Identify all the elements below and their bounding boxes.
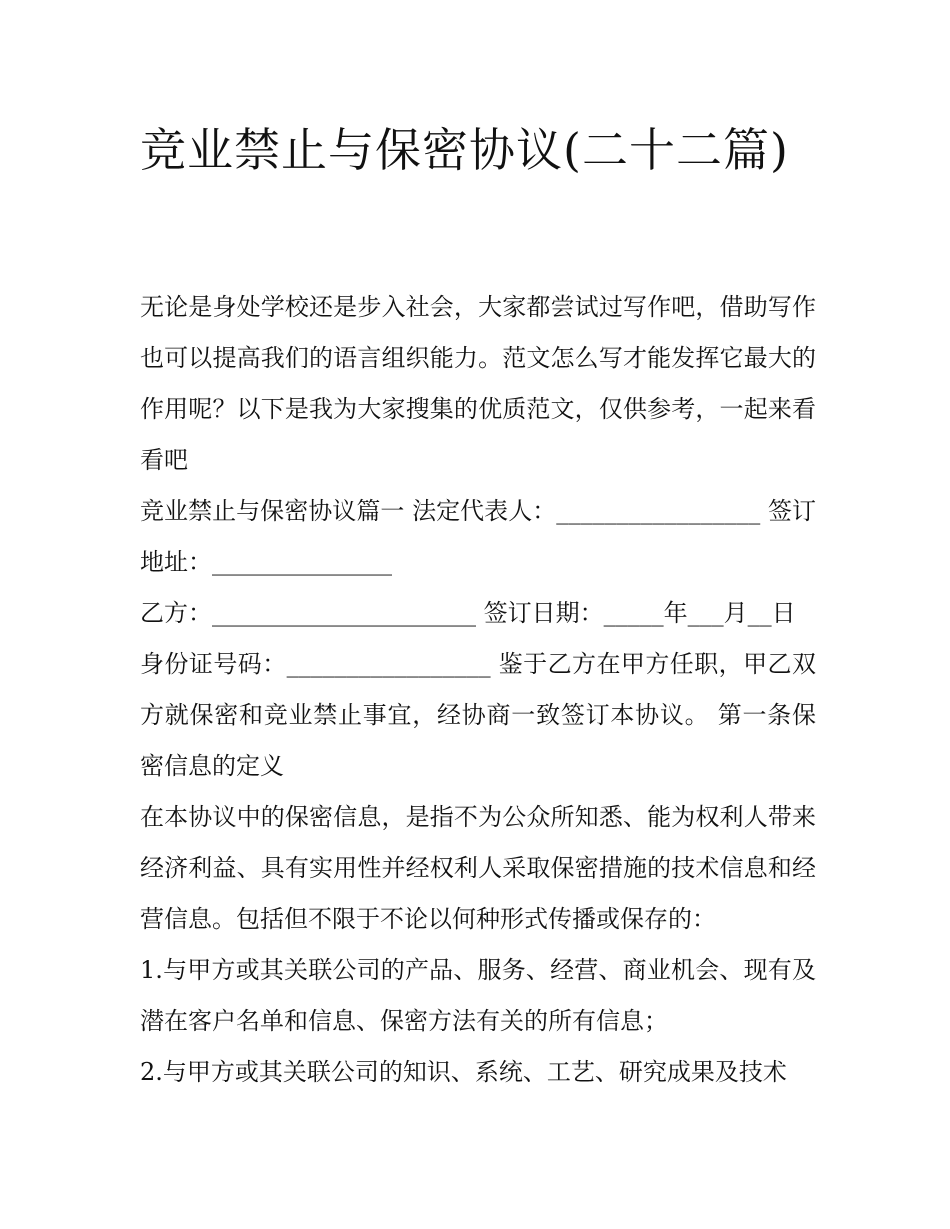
paragraph-party-b-date: 乙方：______________________ 签订日期：_____年___月__日 [140, 599, 796, 627]
paragraph-id-number: 身份证号码：_________________ 鉴于乙方在甲方任职，甲乙双方就保密和竞业禁止事宜，经协商一致签订本协议。 第一条保密信息的定义 [140, 650, 816, 780]
document-title: 竞业禁止与保密协议(二十二篇) [140, 123, 789, 177]
paragraph-confidential-definition: 在本协议中的保密信息，是指不为公众所知悉、能为权利人带来经济利益、具有实用性并经权利人采取保密措施的技术信息和经营信息。包括但不限于不论以何种形式传播或保存的： [140, 803, 816, 933]
document-body [140, 282, 816, 1098]
paragraph-item-1: 1.与甲方或其关联公司的产品、服务、经营、商业机会、现有及潜在客户名单和信息、保密方法有关的所有信息； [140, 956, 816, 1035]
paragraph-item-2: 2.与甲方或其关联公司的知识、系统、工艺、研究成果及技术 [140, 1058, 787, 1086]
paragraph-representative-address: 竞业禁止与保密协议篇一 法定代表人：_________________ 签订地址：_______________ [140, 497, 816, 576]
paragraph-intro: 无论是身处学校还是步入社会，大家都尝试过写作吧，借助写作也可以提高我们的语言组织能力。范文怎么写才能发挥它最大的作用呢？以下是我为大家搜集的优质范文，仅供参考，一起来看看吧 [140, 293, 816, 474]
